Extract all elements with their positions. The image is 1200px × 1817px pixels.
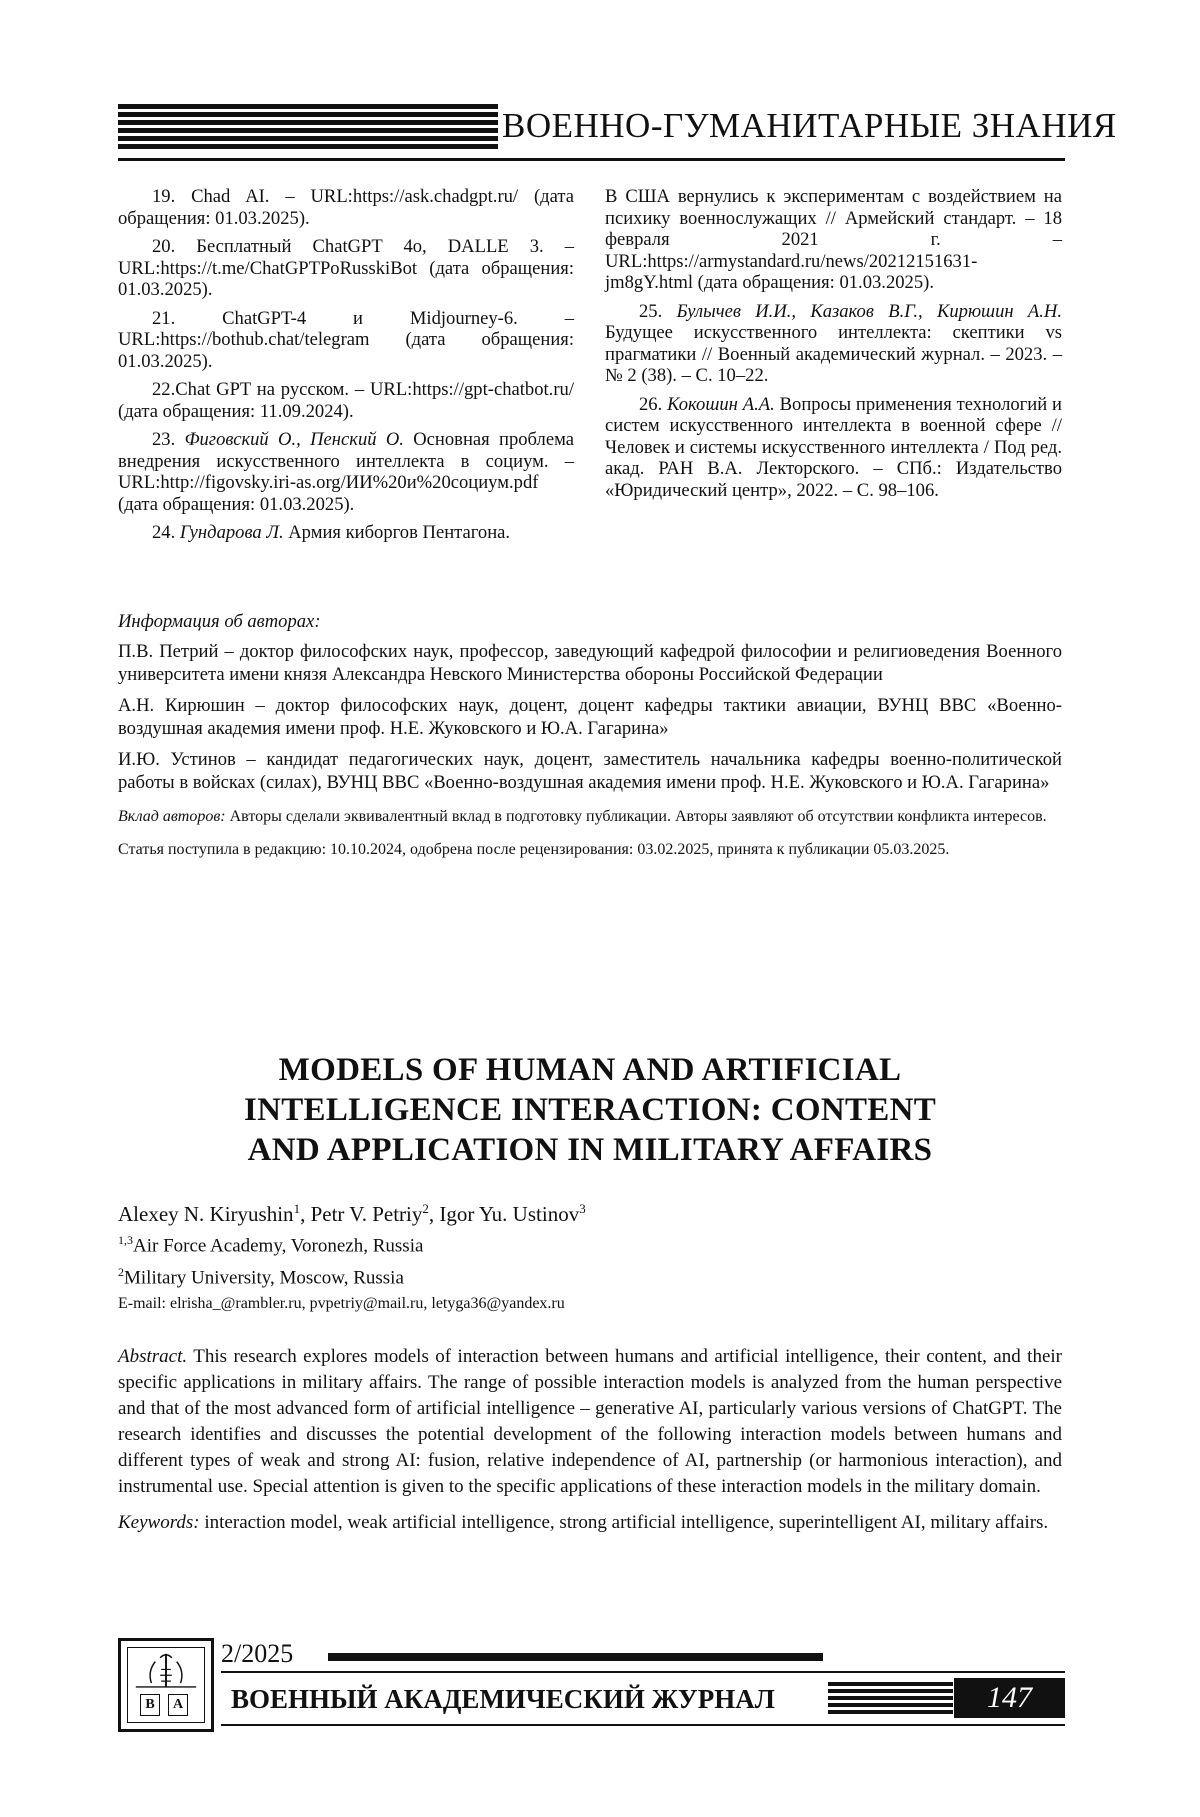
journal-logo (118, 1638, 214, 1732)
header-decorative-lines (118, 104, 498, 156)
issue-number: 2/2025 (221, 1639, 294, 1668)
logo-letter: В (140, 1694, 160, 1716)
reference-number: 23. (152, 429, 176, 450)
affiliation-sup: 2 (118, 1265, 124, 1280)
author-info-section (118, 610, 1062, 868)
author-sup: 1 (293, 1201, 301, 1216)
logo-letter: А (168, 1694, 188, 1716)
reference-item (118, 429, 574, 515)
author-sup: 3 (579, 1201, 586, 1216)
affiliation (118, 1259, 1062, 1291)
author-info-item: П.В. Петрий – доктор философских наук, профессор, заведующий кафедрой философии и религиоведения Военного университета имени князя Александра Невского Министерства обороны Российской Федерации (118, 641, 1062, 685)
reference-item: 22.Chat GPT на русском. – URL:https://gpt-chatbot.ru/ (дата обращения: 11.09.2024). (118, 379, 574, 422)
journal-title: ВОЕННЫЙ АКАДЕМИЧЕСКИЙ ЖУРНАЛ (231, 1684, 775, 1714)
contribution-text: Авторы сделали эквивалентный вклад в подготовку публикации. Авторы заявляют об отсутствии конфликта интересов. (229, 808, 1047, 825)
reference-text: Будущее искусственного интеллекта: скептики vs прагматики // Военный академический журнал. – 2023. – № 2 (38). – С. 10–22. (605, 322, 1062, 386)
footer-decorative-lines (828, 1682, 953, 1716)
title-line: INTELLIGENCE INTERACTION: CONTENT (243, 1092, 937, 1128)
keywords (118, 1510, 1062, 1536)
english-title (118, 1050, 1062, 1170)
reference-authors: Кокошин А.А. (667, 393, 775, 415)
keywords-text: interaction model, weak artificial intelligence, strong artificial intelligence, superintelligent AI, military affairs. (204, 1512, 1049, 1533)
author-info-item: А.Н. Кирюшин – доктор философских наук, доцент, доцент кафедры тактики авиации, ВУНЦ ВВС «Военно-воздушная академия имени проф. Н.Е. Жуковского и Ю.А. Гагарина» (118, 695, 1062, 739)
email-line: E-mail: elrisha_@rambler.ru, pvpetriy@mail.ru, letyga36@yandex.ru (118, 1294, 565, 1312)
author-name: Igor Yu. Ustinov (439, 1202, 580, 1226)
reference-text: Вопросы применения технологий и систем искусственного интеллекта в военной сфере // Человек и системы искусственного интеллекта / Под ред. акад. РАН В.А. Лекторского. – СПб.: Издательство «Юридический центр», 2022. – С. 98–106. (605, 393, 1062, 501)
reference-number: 24. (152, 522, 176, 543)
reference-text: Основная проблема внедрения искусственного интеллекта в социум. – URL:http://figovsky.iri-as.org/ИИ%20и%20социум.pdf (дата обращения: 01.03.2025). (118, 429, 574, 515)
running-header (118, 102, 1117, 158)
abstract-section (118, 1344, 1062, 1546)
title-line: MODELS OF HUMAN AND ARTIFICIAL (278, 1052, 902, 1088)
reference-item: 19. Chad AI. – URL:https://ask.chadgpt.ru/ (дата обращения: 01.03.2025). (118, 186, 574, 229)
header-title: ВОЕННО-ГУМАНИТАРНЫЕ ЗНАНИЯ (502, 106, 1117, 145)
author-info-label: Информация об авторах: (118, 611, 321, 632)
english-authors-block (118, 1196, 1062, 1316)
affiliation (118, 1227, 1062, 1259)
title-line: AND APPLICATION IN MILITARY AFFAIRS (247, 1132, 933, 1168)
reference-number: 26. (639, 393, 663, 415)
reference-authors: Фиговский О., Пенский О. (184, 429, 404, 450)
author-name: Petr V. Petriy (310, 1202, 423, 1226)
article-dates: Статья поступила в редакцию: 10.10.2024, одобрена после рецензирования: 03.02.2025, принята к публикации 05.03.2025. (118, 841, 950, 858)
reference-item (118, 522, 574, 544)
author-contribution (118, 806, 1062, 827)
authors-line: Alexey N. Kiryushin$^1$, Petr V. Petriy$^2$, Igor Yu. Ustinov$^3$ (118, 1201, 586, 1226)
references-right-column (605, 186, 1062, 508)
footer-rule (221, 1671, 1065, 1673)
affiliation-sup: 1,3 (118, 1233, 133, 1247)
reference-number: 25. (639, 300, 663, 322)
abstract (118, 1344, 1062, 1500)
author-sup: 2 (422, 1201, 429, 1216)
author-info-item: И.Ю. Устинов – кандидат педагогических наук, доцент, заместитель начальника кафедры военно-политической работы в войсках (силах), ВУНЦ ВВС «Военно-воздушная академия имени проф. Н.Е. Жуковского и Ю.А. Гагарина» (118, 749, 1062, 793)
reference-item: 20. Бесплатный ChatGPT 4o, DALLE 3. – URL:https://t.me/ChatGPTPoRusskiBot (дата обращения: 01.03.2025). (118, 236, 574, 300)
reference-authors: Гундарова Л. (179, 522, 284, 543)
references-left-column (118, 186, 574, 551)
keywords-label: Keywords: (118, 1512, 200, 1533)
affiliation-text: Air Force Academy, Voronezh, Russia (133, 1235, 424, 1257)
reference-item (605, 394, 1062, 502)
reference-item (605, 301, 1062, 387)
page-footer (118, 1638, 1065, 1734)
reference-continuation: В США вернулись к экспериментам с воздействием на психику военнослужащих // Армейский стандарт. – 18 февраля 2021 г. – URL:https://armystandard.ru/news/20212151631-jm8gY.html (дата обращения: 01.03.2025). (605, 186, 1062, 293)
author-name: Alexey N. Kiryushin (118, 1202, 294, 1226)
reference-item: 21. ChatGPT-4 и Midjourney-6. – URL:https://bothub.chat/telegram (дата обращения: 01.03.2025). (118, 307, 574, 372)
affiliation-text: Military University, Moscow, Russia (124, 1267, 404, 1289)
page-number: 147 (954, 1678, 1065, 1718)
reference-text: Армия киборгов Пентагона. (288, 522, 511, 543)
issue-bar (328, 1653, 823, 1661)
header-rule (118, 158, 1065, 161)
footer-bottom-rule (221, 1724, 1065, 1726)
reference-authors: Булычев И.И., Казаков В.Г., Кирюшин А.Н. (676, 300, 1062, 322)
abstract-label: Abstract. (118, 1346, 188, 1367)
contribution-label: Вклад авторов: (118, 808, 226, 825)
abstract-text: This research explores models of interaction between humans and artificial intelligence, their content, and their specific applications in military affairs. The range of possible interaction models is analyzed from the human perspective and that of the most advanced form of artificial intelligence – generative AI, particularly various versions of ChatGPT. The research identifies and discusses the potential development of the following interaction models between humans and different types of weak and strong AI: fusion, relative independence of AI, partnership (or harmonious interaction), and instrumental use. Special attention is given to the specific applications of these interaction models in the military domain. (118, 1346, 1062, 1497)
